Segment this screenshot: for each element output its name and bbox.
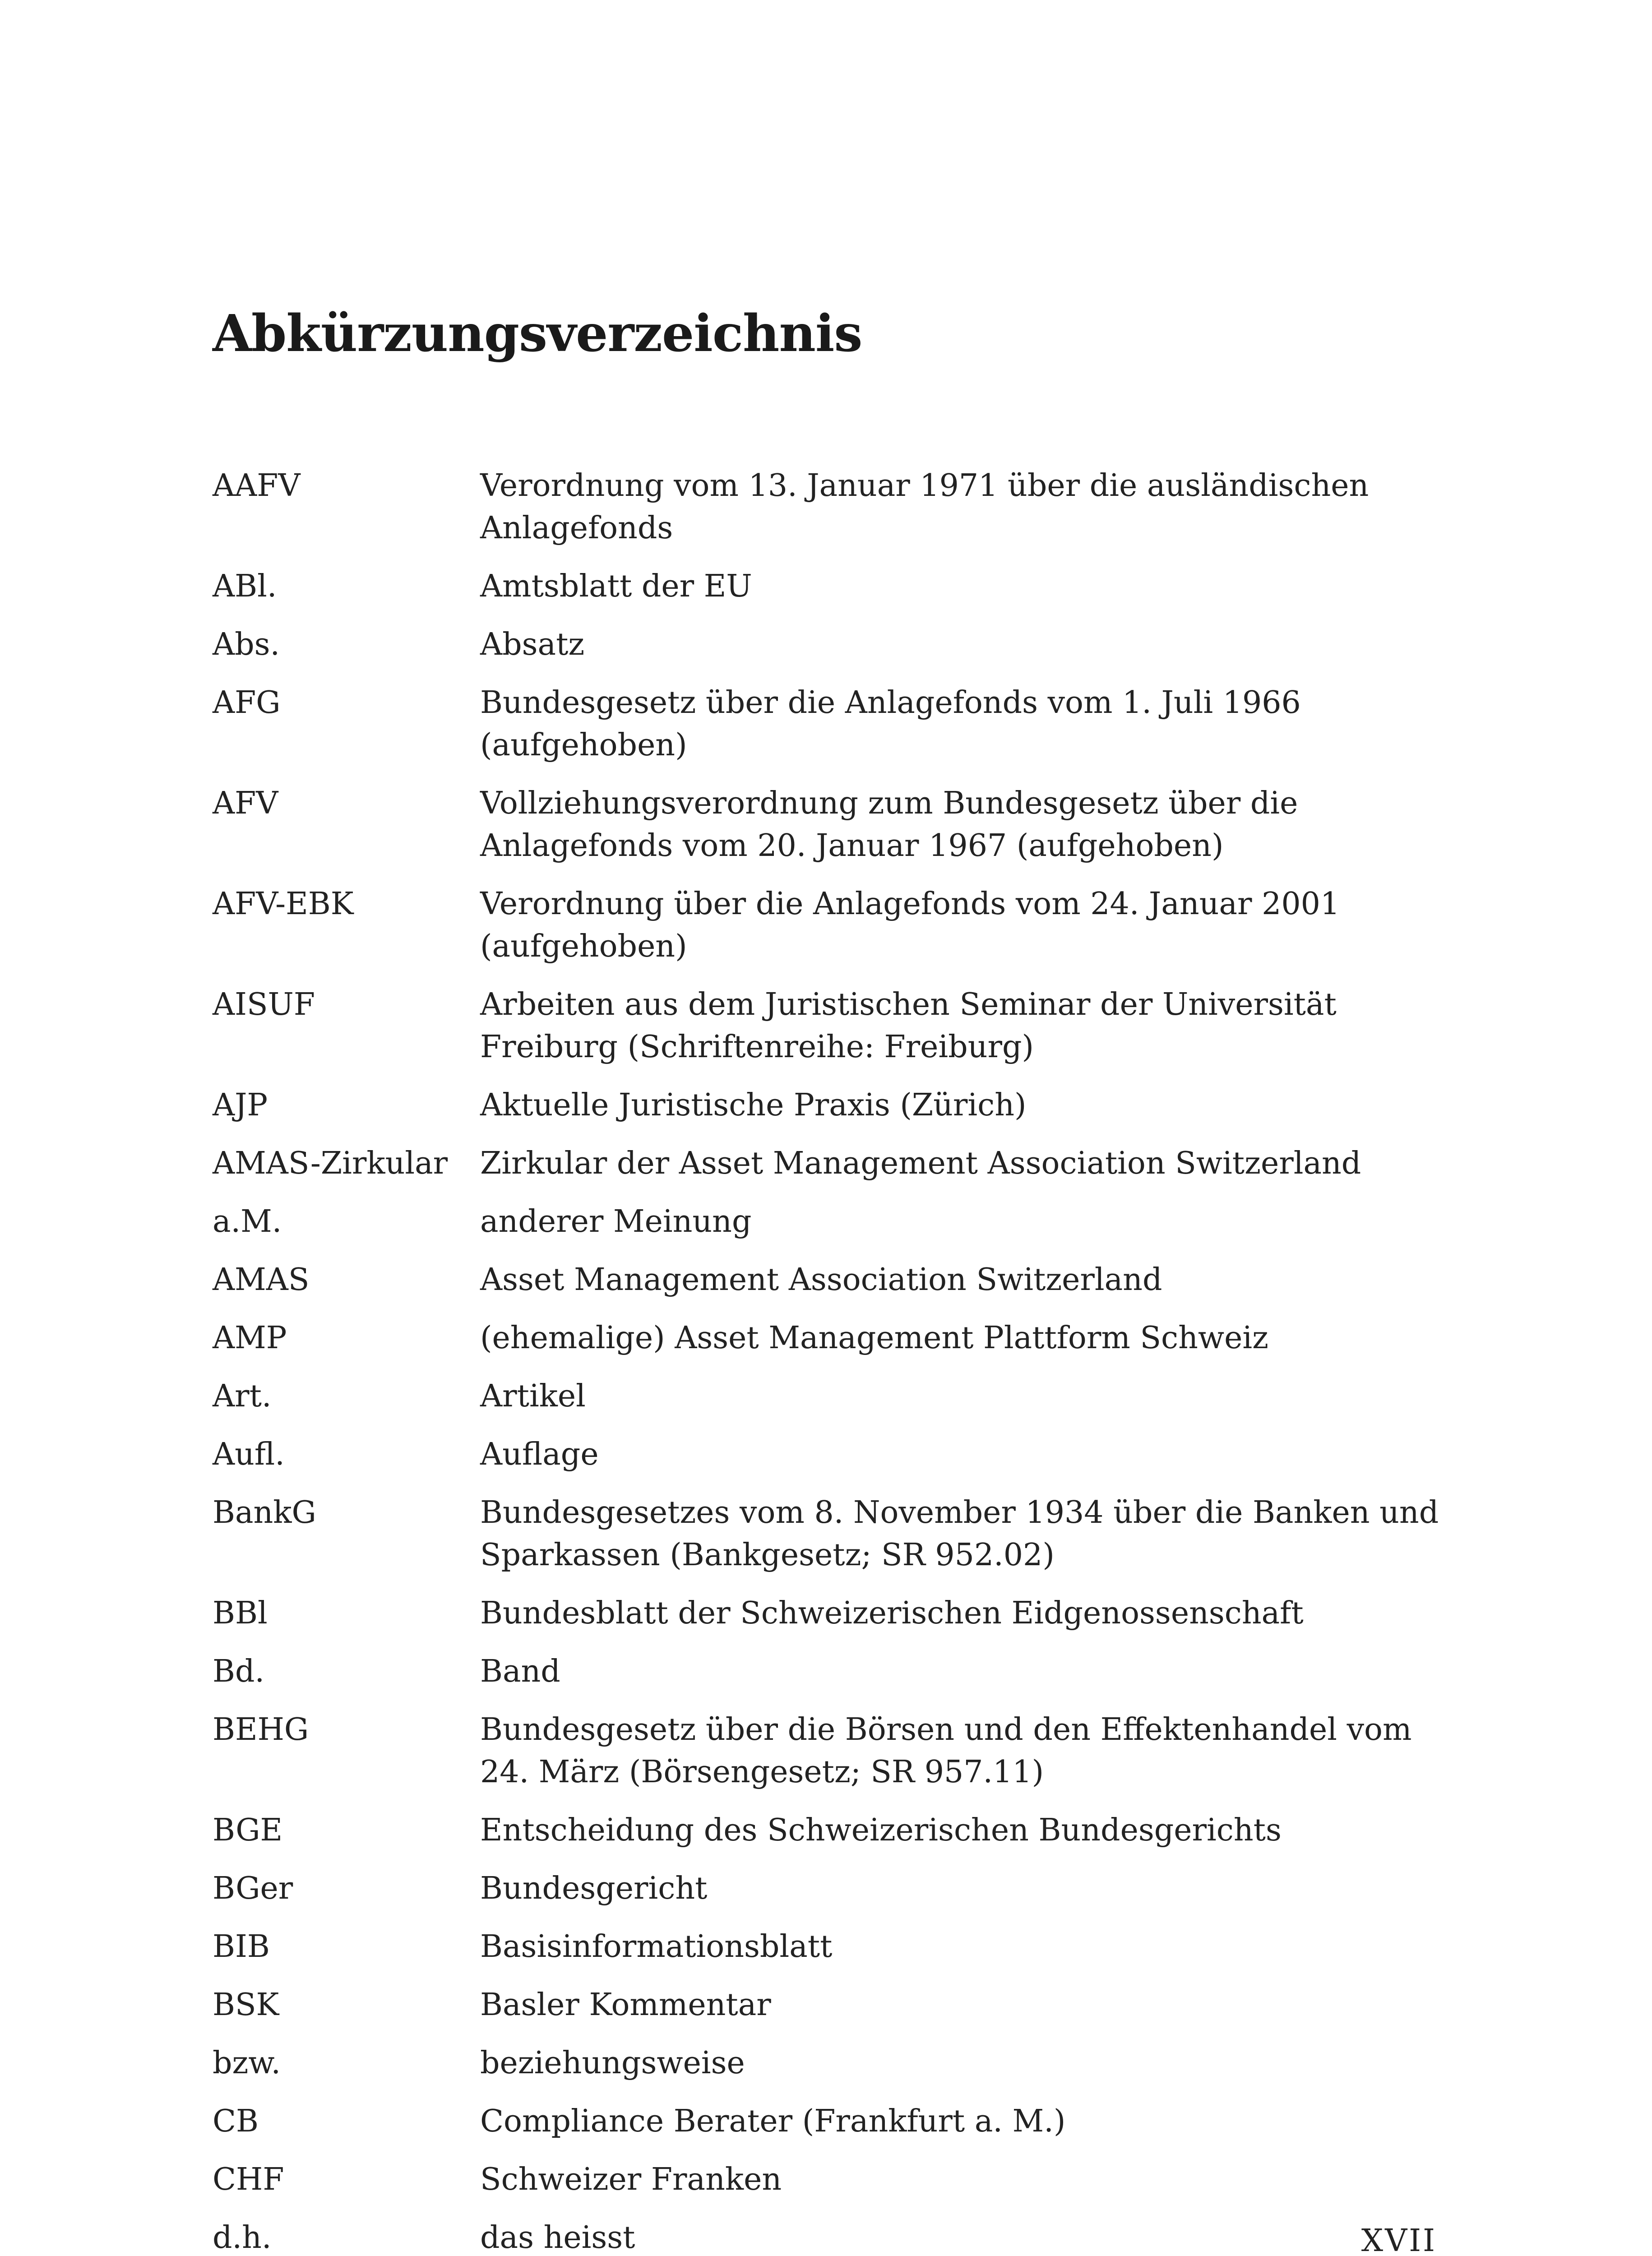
abbreviation: AMAS-Zirkular [213, 1146, 448, 1181]
abbreviation: AMP [213, 1320, 287, 1356]
definition: Basisinformationsblatt [480, 1929, 833, 1965]
abbreviation-list [213, 465, 1449, 2256]
definition: Verordnung vom 13. Januar 1971 über die ausländischen Anlagefonds [480, 468, 1369, 546]
definition: Bundesgericht [480, 1871, 708, 1906]
list-item [213, 1142, 1449, 1185]
list-item [213, 465, 1449, 550]
abbreviation: BankG [213, 1495, 316, 1530]
list-item [213, 984, 1449, 1068]
abbreviation: AFV [213, 786, 278, 821]
definition: Vollziehungsverordnung zum Bundesgesetz über die Anlagefonds vom 20. Januar 1967 (aufgehoben) [480, 786, 1298, 864]
abbreviation: BBl [213, 1595, 268, 1631]
definition: Schweizer Franken [480, 2162, 782, 2197]
abbreviation: Abs. [213, 627, 280, 662]
list-item [213, 2159, 1449, 2201]
definition: Aktuelle Juristische Praxis (Zürich) [480, 1087, 1027, 1123]
abbreviation: AFV-EBK [213, 886, 354, 922]
definition: Bundesgesetzes vom 8. November 1934 über die Banken und Sparkassen (Bankgesetz; SR 952.02) [480, 1495, 1439, 1573]
abbreviation: BGE [213, 1812, 283, 1848]
list-item [213, 782, 1449, 867]
abbreviation: d.h. [213, 2220, 272, 2256]
list-item [213, 1433, 1449, 1476]
list-item [213, 1926, 1449, 1968]
abbreviation: ABl. [213, 569, 277, 604]
definition: Absatz [480, 627, 585, 662]
list-item [213, 1709, 1449, 1794]
list-item [213, 624, 1449, 666]
definition: Compliance Berater (Frankfurt a. M.) [480, 2103, 1066, 2139]
abbreviation: BEHG [213, 1712, 309, 1747]
definition: Arbeiten aus dem Juristischen Seminar der Universität Freiburg (Schriftenreihe: Freiburg) [480, 987, 1337, 1065]
abbreviation: a.M. [213, 1204, 282, 1239]
list-item [213, 1650, 1449, 1693]
definition: Bundesgesetz über die Anlagefonds vom 1. Juli 1966 (aufgehoben) [480, 685, 1301, 763]
list-item [213, 1492, 1449, 1576]
list-item [213, 565, 1449, 608]
definition: Auflage [480, 1437, 599, 1472]
definition: Entscheidung des Schweizerischen Bundesgerichts [480, 1812, 1282, 1848]
list-item [213, 2100, 1449, 2143]
abbreviation: BIB [213, 1929, 270, 1965]
abbreviation: BSK [213, 1987, 279, 2023]
page-title: Abkürzungsverzeichnis [213, 304, 862, 363]
abbreviation: BGer [213, 1871, 293, 1906]
definition: Basler Kommentar [480, 1987, 771, 2023]
list-item [213, 682, 1449, 767]
definition: Bundesgesetz über die Börsen und den Effektenhandel vom 24. März (Börsengesetz; SR 957.11) [480, 1712, 1412, 1790]
list-item [213, 1809, 1449, 1852]
list-item [213, 1984, 1449, 2026]
definition: Amtsblatt der EU [480, 569, 752, 604]
list-item [213, 2217, 1449, 2256]
definition: das heisst [480, 2220, 635, 2256]
list-item [213, 1084, 1449, 1127]
list-item [213, 1259, 1449, 1301]
definition: beziehungsweise [480, 2045, 745, 2081]
definition: Verordnung über die Anlagefonds vom 24. Januar 2001 (aufgehoben) [480, 886, 1340, 964]
list-item [213, 883, 1449, 968]
list-item [213, 2042, 1449, 2085]
list-item [213, 1868, 1449, 1910]
list-item [213, 1375, 1449, 1418]
abbreviation: AISUF [213, 987, 315, 1022]
abbreviation: AAFV [213, 468, 301, 504]
page-number: XVII [1361, 2223, 1437, 2256]
abbreviation: AJP [213, 1087, 268, 1123]
list-item [213, 1317, 1449, 1359]
definition: (ehemalige) Asset Management Plattform Schweiz [480, 1320, 1268, 1356]
abbreviation: Aufl. [213, 1437, 285, 1472]
definition: Band [480, 1654, 560, 1689]
list-item [213, 1201, 1449, 1243]
abbreviation: Art. [213, 1378, 272, 1414]
abbreviation: AFG [213, 685, 281, 721]
abbreviation: bzw. [213, 2045, 281, 2081]
definition: Artikel [480, 1378, 586, 1414]
abbreviation: Bd. [213, 1654, 265, 1689]
list-item [213, 1592, 1449, 1635]
definition: anderer Meinung [480, 1204, 752, 1239]
definition: Asset Management Association Switzerland [480, 1262, 1162, 1298]
definition: Zirkular der Asset Management Association Switzerland [480, 1146, 1361, 1181]
abbreviation: AMAS [213, 1262, 310, 1298]
abbreviation: CHF [213, 2162, 284, 2197]
definition: Bundesblatt der Schweizerischen Eidgenossenschaft [480, 1595, 1304, 1631]
abbreviation: CB [213, 2103, 259, 2139]
